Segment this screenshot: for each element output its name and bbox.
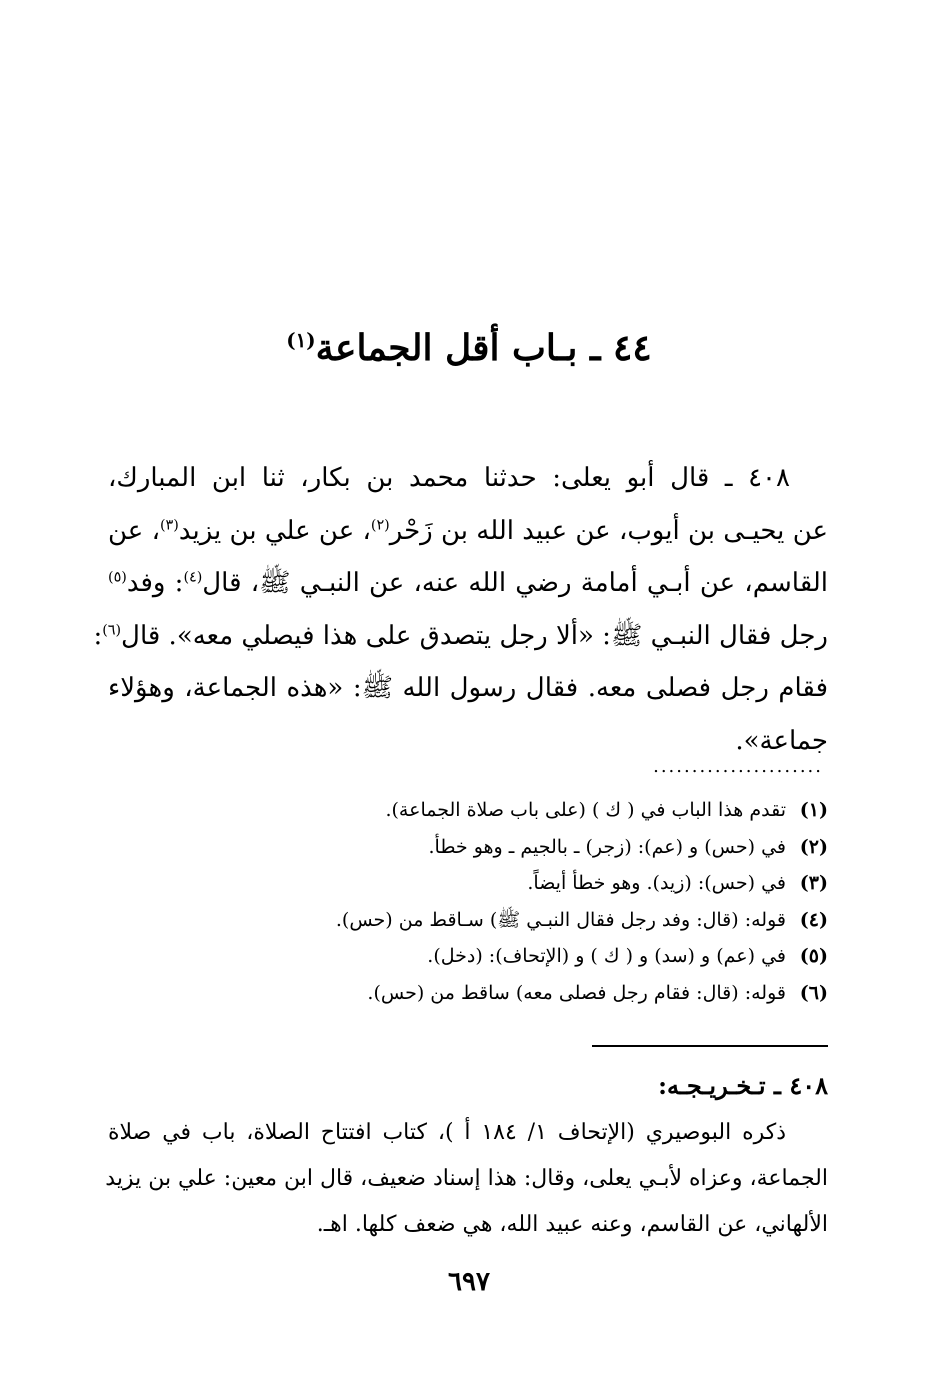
text-segment: القاسم، عن أبـي أمامة رضي الله عنه، عن النبـي ﷺ، قال	[202, 568, 829, 598]
footnote-text: قوله: (قال: فقام رجل فصلى معه) ساقط من (حس).	[367, 981, 786, 1004]
takhrij-line: الجماعة، وعزاه لأبـي يعلى، وقال: هذا إسناد ضعيف، قال ابن معين: علي بن يزيد	[105, 1166, 828, 1191]
footnote-item	[108, 865, 828, 902]
text-line	[108, 557, 828, 610]
chapter-title-text: ٤٤ ـ بـاب أقل الجماعة	[315, 327, 652, 369]
footnote-number: (٥)	[799, 945, 828, 967]
text-segment: ، عن علي بن يزيد	[178, 515, 371, 546]
footnote-number: (٣)	[799, 872, 828, 894]
text-segment: عن يحيـى بن أيوب، عن عبيد الله بن زَحْر	[389, 515, 828, 546]
footnote-item	[108, 829, 828, 866]
footnote-number: (٤)	[799, 908, 828, 931]
footnote-ref: (٥)	[108, 569, 127, 586]
text-segment: رجل فقال النبـي ﷺ: «ألا رجل يتصدق على هذا فيصلي معه». قال	[121, 620, 828, 651]
text-segment: ٤٠٨ ـ قال أبو يعلى: حدثنا محمد بن بكار، ثنا ابن المبارك،	[108, 463, 790, 493]
takhrij-line: ذكره البوصيري (الإتحاف ١/ ١٨٤ أ )، كتاب افتتاح الصلاة، باب في صلاة	[108, 1120, 786, 1145]
footnote-text: قوله: (قال: وفد رجل فقال النبـي ﷺ) سـاقط من (حس).	[335, 908, 786, 931]
footnote-number: (٦)	[799, 981, 828, 1004]
text-segment: :	[93, 620, 103, 651]
text-segment: ، عن	[108, 515, 160, 546]
text-segment: : وفد	[126, 568, 184, 598]
footnote-item	[108, 975, 828, 1012]
takhrij-heading: ٤٠٨ ـ تـخـريـجـه:	[658, 1071, 828, 1100]
footnote-number: (٢)	[799, 835, 828, 858]
footnote-ref: (٢)	[370, 516, 390, 533]
footnote-ref: (١)	[286, 328, 316, 352]
takhrij-line: الألهاني، عن القاسم، وعنه عبيد الله، هي ضعف كلها. اهـ.	[316, 1212, 828, 1237]
hadith-text	[93, 452, 829, 767]
footnote-ref: (٣)	[159, 516, 179, 533]
footnote-text: في (عم) و (سد) و ( ك ) و (الإتحاف): (دخل).	[427, 945, 786, 967]
footnote-number: (١)	[799, 799, 828, 821]
footnote-text: في (حس) و (عم): (زجر) ـ بالجيم ـ وهو خطأ.	[428, 835, 786, 858]
text-line	[108, 662, 828, 715]
text-segment: جماعة».	[735, 725, 828, 756]
footnote-item	[108, 938, 828, 975]
text-line	[108, 452, 828, 505]
footnotes	[108, 792, 828, 1011]
footnote-text: في (حس): (زيد). وهو خطأ أيضاً.	[527, 872, 786, 894]
takhrij-text	[105, 1110, 828, 1248]
chapter-title	[0, 318, 938, 378]
section-rule	[592, 1045, 828, 1047]
footnote-text: تقدم هذا الباب في ( ك ) (على باب صلاة الجماعة).	[385, 799, 786, 821]
text-line	[93, 610, 828, 663]
footnote-item	[108, 792, 828, 829]
footnote-separator: ......................	[653, 756, 823, 777]
text-line	[108, 505, 828, 558]
footnote-ref: (٦)	[102, 621, 122, 638]
page-number: ٦٩٧	[448, 1267, 490, 1297]
footnote-item	[108, 902, 828, 939]
footnote-ref: (٤)	[183, 569, 203, 586]
text-segment: فقام رجل فصلى معه. فقال رسول الله ﷺ: «هذه الجماعة، وهؤلاء	[108, 673, 828, 703]
